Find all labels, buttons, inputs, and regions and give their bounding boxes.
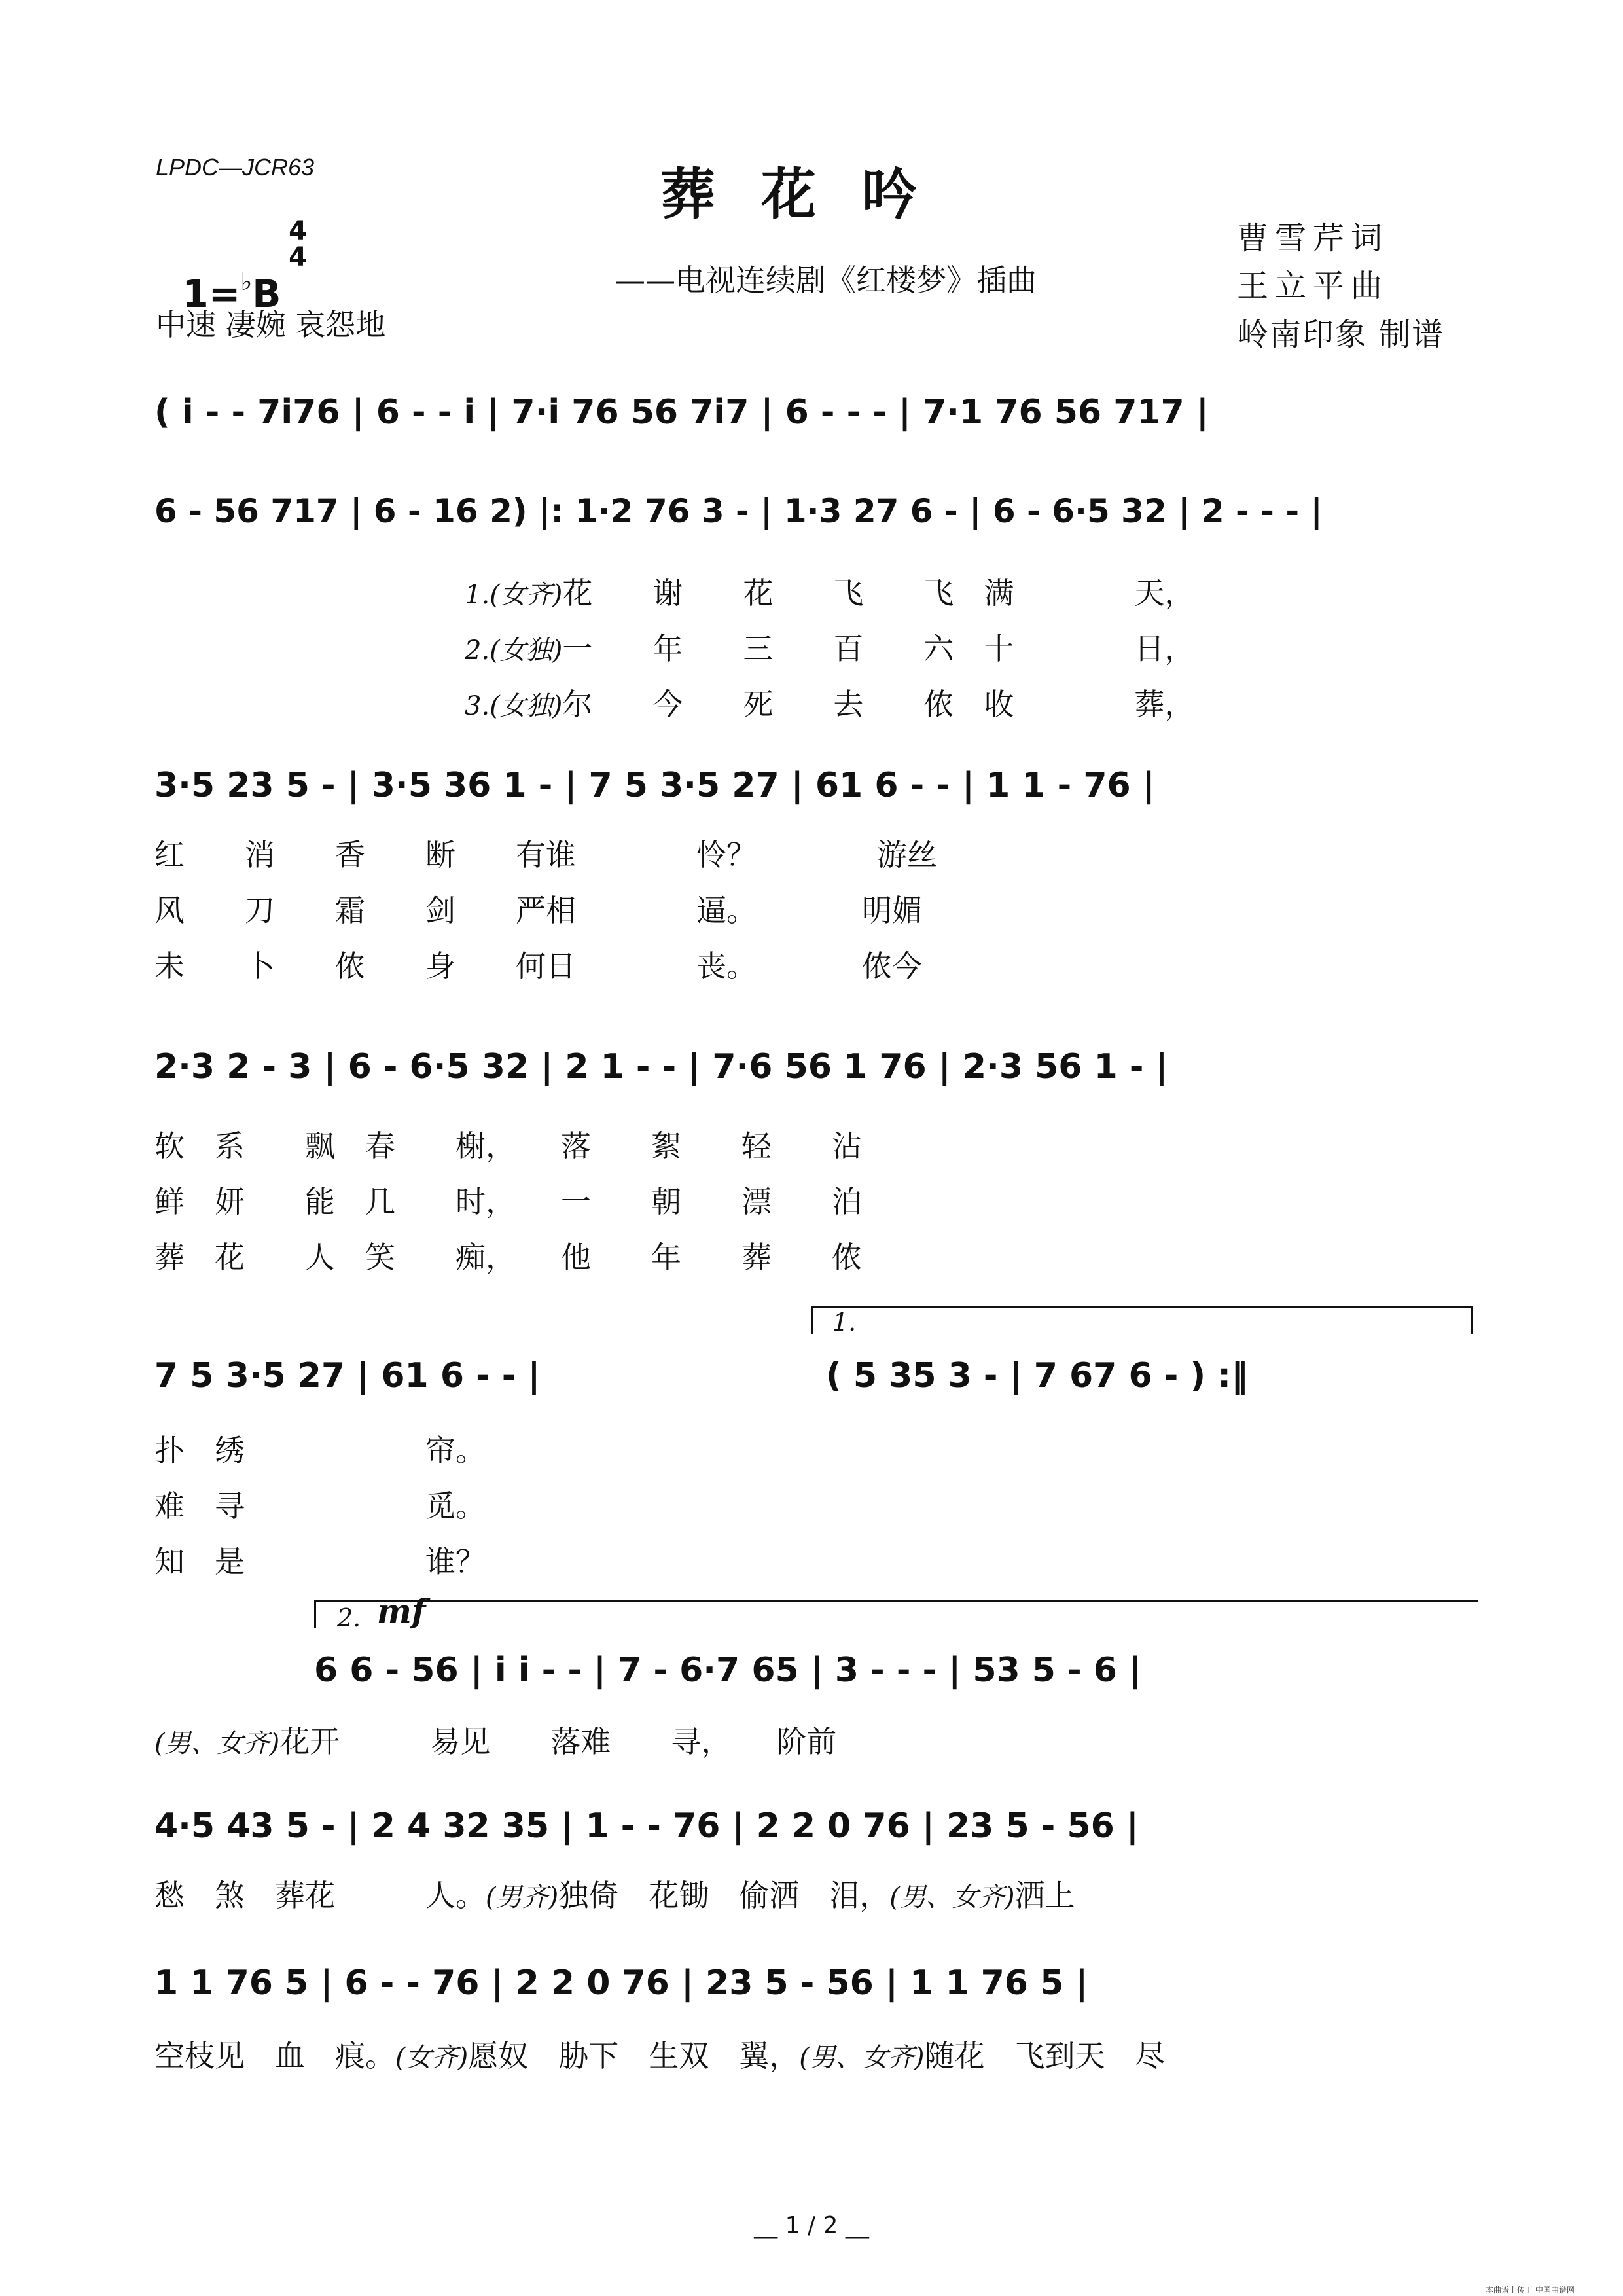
row-8-lyric [154,2032,1165,2075]
notation-row-8: 1 1 76 5 | 6 - - 76 | 2 2 0 76 | 23 5 - 56 | 1 1 76 5 | [154,1964,1088,2003]
verse-1-line-1 [465,569,1194,613]
row-4-lyric-3: 葬 花 人 笑 痴， 他 年 葬 侬 [154,1240,862,1275]
row-6-text: 花开 易见 落难 寻， 阶前 [279,1724,837,1759]
volta-2-number: 2. [337,1604,361,1632]
song-title: 葬花吟 [660,162,963,226]
dynamic-marking: mf [377,1592,426,1630]
row-7-text-a: 愁 煞 葬花 人。 [154,1878,486,1913]
volta-2-bracket [314,1600,1478,1628]
notation-row-3: 3·5 23 5 - | 3·5 36 1 - | 7 5 3·5 27 | 61 6 - - | 1 1 - 76 | [154,766,1155,805]
verse-2-line-1 [465,625,1194,668]
composer: 王立平曲 [1237,268,1389,304]
upload-note: 本曲谱上传于 中国曲谱网 [1486,2286,1575,2295]
row-6-direction: (男、女齐) [154,1729,280,1759]
row-7-lyric [154,1872,1075,1915]
row-4-lyric-1: 软 系 飘 春 榭， 落 絮 轻 沾 [154,1128,862,1164]
time-bottom: 4 [289,242,307,272]
row-5-lyric-3: 知 是 谁？ [154,1544,486,1579]
arranger: 岭南印象 制谱 [1237,316,1445,353]
page-number: __ 1 / 2 __ [754,2212,869,2239]
row-8-text-b: 愿奴 胁下 生双 翼， [468,2038,800,2073]
notation-row-6: 6 6 - 56 | i i - - | 7 - 6·7 65 | 3 - - - | 53 5 - 6 | [314,1651,1142,1690]
score-code: LPDC—JCR63 [156,154,315,181]
row-8-text-a: 空枝见 血 痕。 [154,2038,395,2073]
volta-1-bracket [812,1306,1473,1334]
volta-1-number: 1. [832,1308,857,1336]
verse-3-line-1 [465,681,1194,724]
verse-2-label: 2.(女独) [465,636,563,666]
row-8-direction-b: (男、女齐) [799,2043,925,2073]
row-3-lyric-2: 风 刀 霜 剑 严相 逼。 明媚 [154,893,922,928]
verse-3-text: 尔 今 死 去 侬 收 葬， [562,687,1195,722]
notation-row-5: 7 5 3·5 27 | 61 6 - - | [154,1356,541,1395]
row-3-lyric-3: 未 卜 侬 身 何日 丧。 侬今 [154,948,922,984]
verse-1-text: 花 谢 花 飞 飞 满 天， [562,575,1195,611]
subtitle: ——电视连续剧《红楼梦》插曲 [615,262,1037,298]
row-7-text-b: 独倚 花锄 偷洒 泪， [558,1878,890,1913]
tempo-marking: 中速 凄婉 哀怨地 [156,307,386,342]
time-top: 4 [289,216,307,246]
row-7-direction-b: (男、女齐) [889,1882,1015,1912]
row-8-text-c: 随花 飞到天 尽 [924,2038,1166,2073]
lyricist: 曹雪芹词 [1237,220,1389,257]
row-3-lyric-1: 红 消 香 断 有谁 怜？ 游丝 [154,837,937,872]
notation-row-1: ( i - - 7i76 | 6 - - i | 7·i 76 56 7i7 | 6 - - - | 7·1 76 56 717 | [154,393,1209,432]
row-4-lyric-2: 鲜 妍 能 几 时， 一 朝 漂 泊 [154,1184,862,1219]
key-note: B [252,272,281,316]
verse-1-label: 1.(女齐) [465,580,563,610]
row-7-direction-a: (男齐) [486,1882,559,1912]
row-6-lyric [154,1718,836,1761]
time-signature [283,218,313,270]
notation-row-5-volta: ( 5 35 3 - | 7 67 6 - ) :‖ [826,1356,1249,1395]
flat-sign: ♭ [240,267,253,296]
notation-row-2: 6 - 56 717 | 6 - 16 2) |: 1·2 76 3 - | 1·3 27 6 - | 6 - 6·5 32 | 2 - - - | [154,492,1323,530]
key-prefix: 1= [182,272,241,316]
notation-row-4: 2·3 2 - 3 | 6 - 6·5 32 | 2 1 - - | 7·6 56 1 76 | 2·3 56 1 - | [154,1047,1168,1086]
verse-2-text: 一 年 三 百 六 十 日， [562,631,1195,666]
row-5-lyric-1: 扑 绣 帘。 [154,1433,486,1468]
row-5-lyric-2: 难 寻 觅。 [154,1488,486,1524]
row-8-direction-a: (女齐) [395,2043,469,2073]
notation-row-7: 4·5 43 5 - | 2 4 32 35 | 1 - - 76 | 2 2 0 76 | 23 5 - 56 | [154,1806,1139,1846]
verse-3-label: 3.(女独) [465,691,563,721]
row-7-text-c: 洒上 [1014,1878,1075,1913]
